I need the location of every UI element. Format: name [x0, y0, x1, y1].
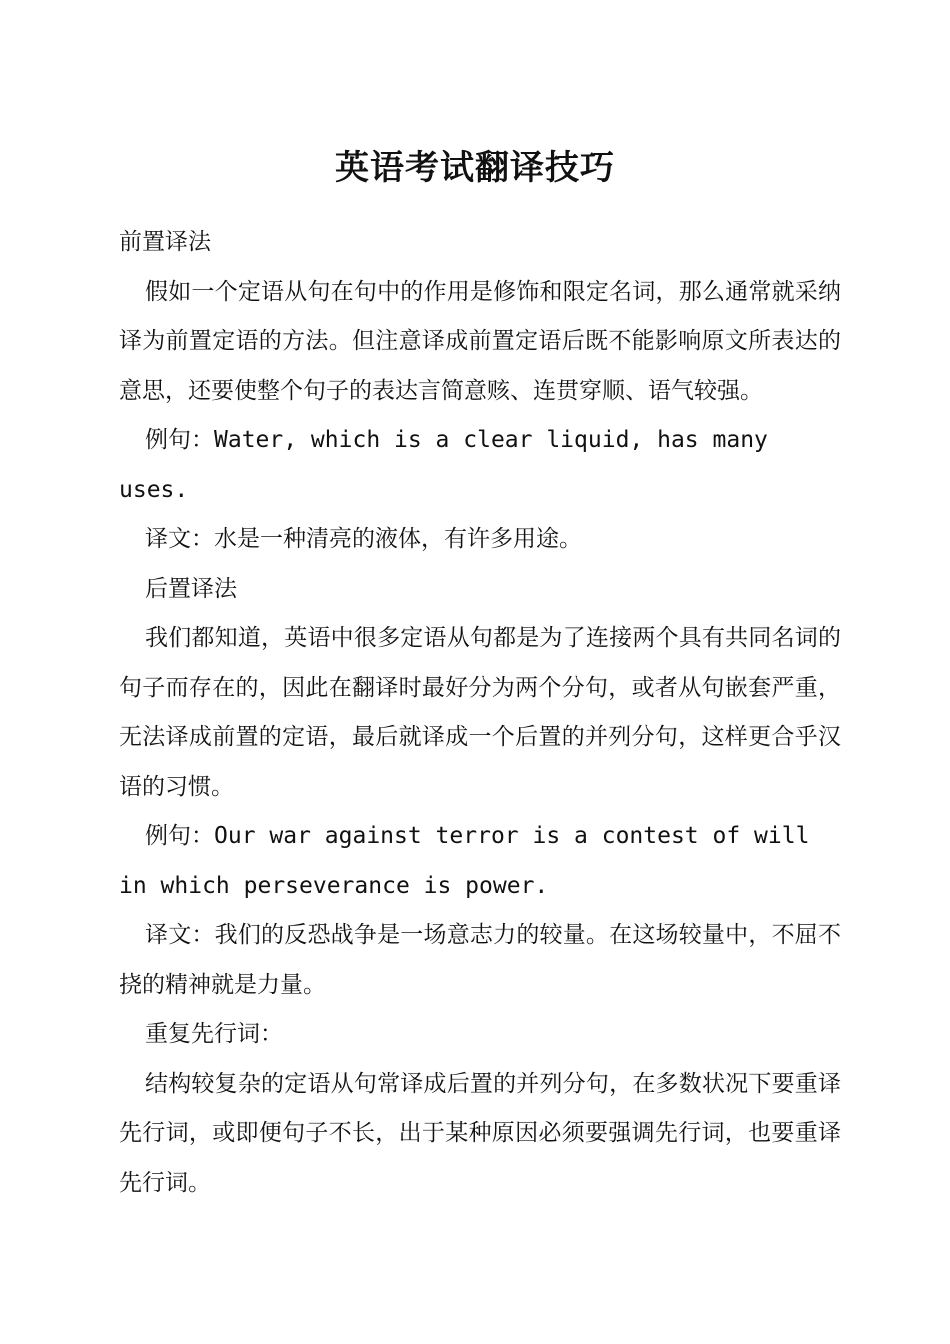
example-text: Water, which is a clear liquid, has many uses. [119, 427, 768, 503]
example-sentence [119, 416, 841, 515]
section-paragraph-preposed: 假如一个定语从句在句中的作用是修饰和限定名词，那么通常就采纳译为前置定语的方法。但注意译成前置定语后既不能影响原文所表达的意思，还要使整个句子的表达言简意赅、连贯穿顺、语气较强。 [119, 278, 841, 404]
translation-sentence [119, 515, 841, 565]
section-heading-postposed: 后置译法 [145, 575, 237, 602]
section-paragraph-postposed: 我们都知道，英语中很多定语从句都是为了连接两个具有共同名词的句子而存在的，因此在翻译时最好分为两个分句，或者从句嵌套严重，无法译成前置的定语，最后就译成一个后置的并列分句，这样更合乎汉语的习惯。 [119, 625, 841, 800]
example-label: 例句： [145, 823, 214, 849]
translation-text: 水是一种清亮的液体，有许多用途。 [214, 526, 582, 552]
section-heading-preposed: 前置译法 [119, 229, 211, 255]
document-body [119, 218, 841, 1208]
translation-label: 译文： [145, 526, 214, 552]
example-label: 例句： [145, 427, 214, 453]
section-paragraph-repeat-antecedent: 结构较复杂的定语从句常译成后置的并列分句，在多数状况下要重译先行词，或即便句子不长，出于某种原因必须要强调先行词，也要重译先行词。 [119, 1070, 841, 1196]
translation-sentence [119, 911, 841, 1010]
example-sentence [119, 812, 841, 911]
translation-text: 我们的反恐战争是一场意志力的较量。在这场较量中，不屈不挠的精神就是力量。 [119, 922, 842, 998]
example-text: Our war against terror is a contest of will in which perseverance is power. [119, 823, 810, 899]
document-title: 英语考试翻译技巧 [335, 148, 615, 188]
translation-label: 译文： [145, 922, 215, 948]
section-heading-repeat-antecedent: 重复先行词： [145, 1021, 283, 1047]
